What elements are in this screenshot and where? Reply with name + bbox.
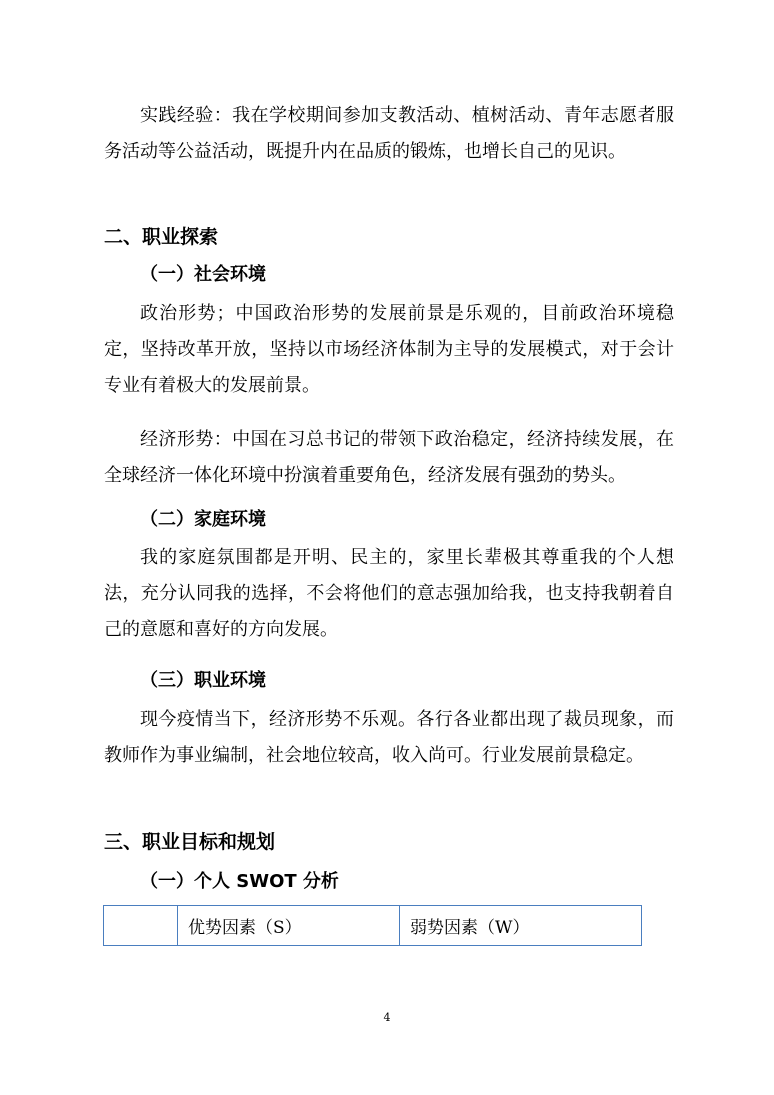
paragraph-political-situation: 政治形势；中国政治形势的发展前景是乐观的，目前政治环境稳定，坚持改革开放，坚持以市场经济体制为主导的发展模式，对于会计专业有着极大的发展前景。 [104, 303, 674, 396]
paragraph-family: 我的家庭氛围都是开明、民主的，家里长辈极其尊重我的个人想法，充分认同我的选择，不会将他们的意志强加给我，也支持我朝着自己的意愿和喜好的方向发展。 [104, 547, 674, 640]
swot-table-header-row [104, 906, 642, 946]
page-number: 4 [383, 1011, 391, 1024]
swot-strengths-header: 优势因素（S） [178, 906, 400, 946]
swot-table [103, 905, 642, 946]
section-heading-career-goals: 三、职业目标和规划 [104, 831, 276, 853]
section-heading-career-exploration: 二、职业探索 [104, 226, 219, 248]
paragraph-economic-situation: 经济形势：中国在习总书记的带领下政治稳定，经济持续发展，在全球经济一体化环境中扮演着重要角色，经济发展有强劲的势头。 [104, 429, 674, 486]
subheading-swot-analysis: （一）个人 SWOT 分析 [140, 871, 339, 892]
subheading-career-environment: （三）职业环境 [140, 670, 266, 691]
subheading-family-environment: （二）家庭环境 [140, 509, 266, 530]
subheading-social-environment: （一）社会环境 [140, 264, 266, 285]
paragraph-career-environment: 现今疫情当下，经济形势不乐观。各行各业都出现了裁员现象，而教师作为事业编制，社会地位较高，收入尚可。行业发展前景稳定。 [104, 709, 674, 766]
paragraph-practice-experience: 实践经验：我在学校期间参加支教活动、植树活动、青年志愿者服务活动等公益活动，既提升内在品质的锻炼，也增长自己的见识。 [104, 105, 674, 162]
swot-weaknesses-header: 弱势因素（W） [400, 906, 642, 946]
swot-corner-cell [104, 906, 178, 946]
